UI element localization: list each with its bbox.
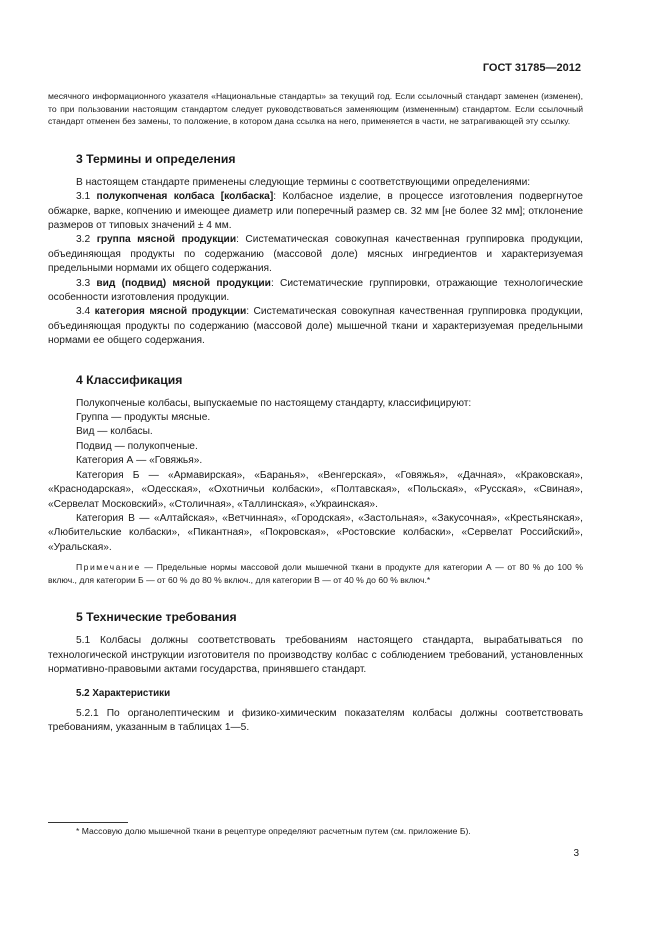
term-3-2 [48,233,583,276]
classification-line: Полукопченые колбасы, выпускаемые по настоящему стандарту, классифицируют: [76,397,472,409]
requirement-5-1: 5.1 Колбасы должны соответствовать требованиям настоящего стандарта, вырабатываться по технологической инструкции изготовителя по производству колбас с соблюдением требований, установленных нормативно-правовыми актами государства, принявшего стандарт. [48,635,583,676]
term-name: полукопченая колбаса [колбаска] [96,191,274,203]
footnote: * Массовую долю мышечной ткани в рецептуре определяют расчетным путем (см. приложение Б). [76,826,471,836]
footnote-divider [48,822,128,823]
term-number: 3.2 [76,234,91,246]
page-body [48,90,583,735]
classification-line: Вид — колбасы. [76,426,153,438]
term-number: 3.1 [76,191,91,203]
term-definition: : Колбасное изделие, в процессе изготовления подвергнутое обжарке, варке, копчению и имеющее диаметр или поперечный размер св. 32 мм [не более 32 мм]; отклонение размеров от типовых значений ± 4 мм. [48,191,583,231]
note-label: Примечание [76,562,141,573]
term-name: категория мясной продукции [94,306,247,318]
section-3-title: 3 Термины и определения [76,151,236,166]
intro-paragraph: месячного информационного указателя «Национальные стандарты» за текущий год. Если ссылочный стандарт заменен (изменен), то при пользовании настоящим стандартом следует руководствоваться заменяющим (измененным) стандартом. Если ссылочный стандарт отменен без замены, то положение, в котором дана ссылка на него, применяется в части, не затрагивающей эту ссылку. [48,91,583,127]
term-3-3 [48,277,583,306]
section-5-title: 5 Технические требования [76,610,237,625]
section-3-lead: В настоящем стандарте применены следующие термины с соответствующими определениями: [76,176,531,188]
subsection-5-2-title: 5.2 Характеристики [76,687,171,699]
document-header: ГОСТ 31785—2012 [482,62,581,74]
classification-line: Подвид — полукопченые. [76,440,198,452]
classification-line: Категория А — «Говяжья». [76,455,203,467]
note-text: — Предельные нормы массовой доли мышечной ткани в продукте для категории А — от 80 % до 100 % включ., для категории Б — от 60 % до 80 % включ., для категории В — от 40 % до 60 % включ.* [48,562,583,585]
page-number: 3 [573,848,579,859]
term-definition: : Систематическая совокупная качественная группировка продукции, объединяющая продукты по содержанию (массовой доле) мышечной ткани и характеризуемая предельными нормами ее общего содержания. [48,306,583,347]
term-name: вид (подвид) мясной продукции [96,277,271,289]
term-name: группа мясной продукции [96,234,237,246]
term-3-1 [48,190,583,233]
requirement-5-2-1: 5.2.1 По органолептическим и физико-химическим показателям колбасы должны соответствовать требованиям, указанным в таблицах 1—5. [48,707,583,733]
section-4-title: 4 Классификация [76,372,183,387]
classification-line: Категория В — «Алтайская», «Ветчинная», «Городская», «Застольная», «Закусочная», «Крестьянская», «Любительские колбаски», «Пикантная», «Покровская», «Ростовские колбаски», «Сервелат Российский», «Уральская». [48,512,583,553]
term-3-4 [48,305,583,348]
classification-line: Категория Б — «Армавирская», «Баранья», «Венгерская», «Говяжья», «Дачная», «Краковская», «Краснодарская», «Одесская», «Охотничьи колбаски», «Полтавская», «Польская», «Русская», «Свиная», «Сервелат Московский», «Столичная», «Таллинская», «Украинская». [48,469,583,510]
term-definition: : Систематическая совокупная качественная группировка продукции, объединяющая продукты по содержанию (массовой доле) мясных ингредиентов и характеризуемая предельными нормами их общего содержания. [48,234,583,275]
term-definition: : Систематические группировки, отражающие технологические особенности изготовления продукции. [48,277,583,304]
term-number: 3.4 [76,306,91,318]
note-paragraph [48,561,583,586]
term-number: 3.3 [76,277,91,289]
classification-line: Группа — продукты мясные. [76,412,211,424]
